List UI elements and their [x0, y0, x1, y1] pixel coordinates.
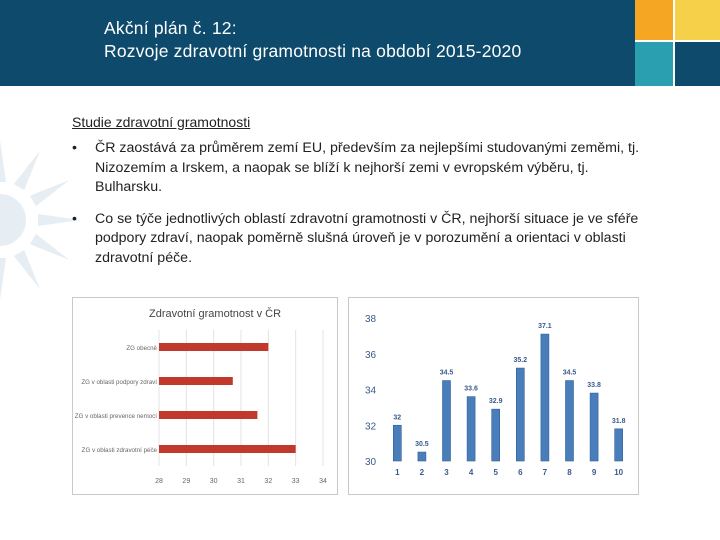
- chart-1-xtick-label: 28: [155, 478, 163, 485]
- tile-yellow: [675, 0, 720, 40]
- chart-2-xtick-label: 3: [444, 468, 449, 477]
- tile-orange: [635, 0, 673, 40]
- chart-1-xtick-label: 31: [237, 478, 245, 485]
- chart-2-ytick-label: 36: [365, 349, 377, 361]
- chart-2-ytick-label: 32: [365, 421, 377, 433]
- chart-2-data-label: 33.6: [464, 385, 478, 393]
- chart-2-xtick-label: 5: [493, 468, 498, 477]
- chart-2-bar: [443, 381, 451, 461]
- bullet-item: [72, 139, 642, 198]
- chart-1-bar: [159, 445, 296, 453]
- page-title: [104, 17, 521, 63]
- bullet-marker: •: [72, 140, 77, 156]
- header-banner: [0, 0, 635, 86]
- bullet-list: [72, 139, 642, 280]
- chart-1-category-label: ZG obecně: [126, 345, 157, 352]
- chart-1-xtick-label: 32: [264, 478, 273, 485]
- chart-2-ytick-label: 34: [365, 385, 377, 397]
- chart-1-xtick-label: 30: [209, 478, 218, 485]
- chart-2-xtick-label: 2: [419, 468, 425, 477]
- chart-2-xtick-label: 10: [614, 468, 624, 477]
- chart-country-comparison: [348, 297, 639, 495]
- chart-2-data-label: 34.5: [439, 369, 454, 377]
- chart-2-svg: [349, 298, 638, 494]
- chart-1-category-label: ZG v oblasti podpory zdraví: [81, 379, 157, 386]
- chart-2-data-label: 31.8: [611, 417, 626, 425]
- chart-1-xtick-label: 29: [182, 478, 191, 485]
- chart-1-xtick-label: 33: [291, 478, 300, 485]
- chart-1-bar: [159, 377, 233, 385]
- chart-2-data-label: 34.5: [562, 369, 577, 377]
- chart-2-bar: [467, 397, 475, 461]
- bullet-item: [72, 210, 642, 269]
- chart-2-data-label: 33.8: [587, 382, 601, 390]
- chart-1-category-label: ZG v oblasti zdravotní péče: [81, 447, 157, 454]
- chart-2-bar: [418, 452, 426, 461]
- section-subtitle: Studie zdravotní gramotnosti: [72, 114, 251, 130]
- bullet-marker: •: [72, 210, 77, 227]
- chart-2-xtick-label: 7: [542, 468, 548, 477]
- bullet-text: ČR zaostává za průměrem zemí EU, především za nejlepšími studovanými zeměmi, tj. Nizozemím a Irskem, a naopak se blíží k nejhorší zemi v evropském výběru, tj. Bulharsku.: [95, 140, 640, 195]
- chart-2-bar: [590, 393, 598, 461]
- chart-2-data-label: 35.2: [513, 357, 528, 365]
- chart-2-xtick-label: 9: [591, 468, 597, 477]
- chart-health-literacy-areas: [72, 297, 338, 495]
- chart-2-bar: [393, 425, 401, 461]
- chart-2-data-label: 30.5: [415, 441, 429, 449]
- chart-2-bar: [541, 334, 549, 461]
- chart-2-data-label: 37.1: [538, 323, 552, 331]
- chart-1-title: Zdravotní gramotnost v ČR: [149, 308, 282, 320]
- chart-2-ytick-label: 38: [365, 314, 377, 325]
- chart-2-bar: [566, 381, 574, 461]
- chart-2-xtick-label: 6: [518, 468, 523, 477]
- chart-1-xtick-label: 34: [319, 478, 327, 485]
- bullet-text: Co se týče jednotlivých oblastí zdravotní gramotnosti v ČR, nejhorší situace je ve sféře podpory zdraví, naopak poměrně slušná úroveň je v porozumění a orientaci v oblasti zdravotní péče.: [95, 210, 639, 266]
- chart-2-bar: [492, 409, 500, 461]
- chart-2-data-label: 32.9: [488, 398, 503, 406]
- tile-teal: [635, 42, 673, 86]
- chart-2-xtick-label: 8: [567, 468, 572, 477]
- chart-2-bar: [516, 368, 524, 461]
- chart-2-xtick-label: 1: [395, 468, 400, 477]
- title-line-2: Rozvoje zdravotní gramotnosti na období 2015-2020: [104, 41, 522, 61]
- title-line-1: Akční plán č. 12:: [104, 18, 237, 38]
- chart-1-bar: [159, 411, 257, 419]
- decorative-tiles: [635, 0, 720, 86]
- chart-1-svg: [73, 298, 337, 494]
- chart-1-bar: [159, 343, 268, 351]
- tile-navy: [675, 42, 720, 86]
- chart-2-bar: [615, 429, 623, 461]
- chart-1-category-label: ZG v oblasti prevence nemocí: [74, 413, 157, 420]
- chart-2-data-label: 32: [393, 414, 402, 422]
- chart-2-ytick-label: 30: [365, 457, 377, 468]
- chart-2-xtick-label: 4: [468, 468, 474, 477]
